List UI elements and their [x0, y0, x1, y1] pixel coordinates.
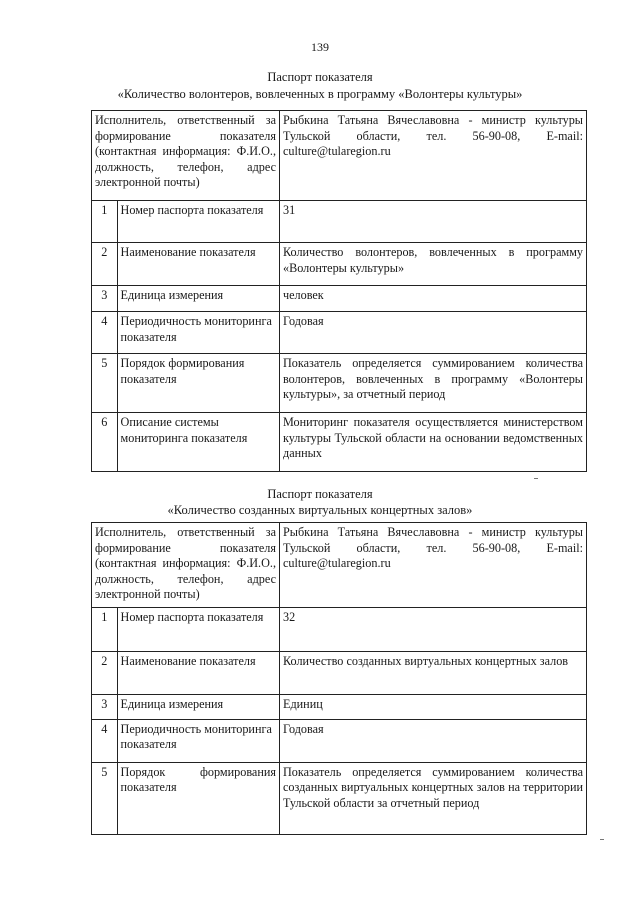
row-number: 6	[92, 413, 118, 472]
performer-value: Рыбкина Татьяна Вячеславовна - министр культуры Тульской области, тел. 56-90-08, E-mail: culture@tularegion.ru	[280, 111, 587, 201]
row-value: человек	[280, 286, 587, 312]
row-value: Показатель определяется суммированием количества созданных виртуальных концертных залов на территории Тульской области за отчетный период	[280, 762, 587, 834]
row-label: Номер паспорта показателя	[117, 201, 279, 243]
row-label: Наименование показателя	[117, 651, 279, 694]
scan-mark	[534, 478, 538, 479]
row-label: Наименование показателя	[117, 243, 279, 286]
passport-2-title: Паспорт показателя	[267, 487, 373, 501]
table-row	[92, 694, 587, 719]
row-label: Номер паспорта показателя	[117, 607, 279, 651]
table-row	[92, 762, 587, 834]
row-number: 5	[92, 354, 118, 413]
table-row	[92, 651, 587, 694]
row-value: Единиц	[280, 694, 587, 719]
row-label: Периодичность мониторинга показателя	[117, 719, 279, 762]
table-row	[92, 286, 587, 312]
passport-2-table	[91, 522, 587, 835]
row-label: Периодичность мониторинга показателя	[117, 312, 279, 354]
performer-label: Исполнитель, ответственный за формирование показателя (контактная информация: Ф.И.О., должность, телефон, адрес электронной почты)	[92, 523, 280, 608]
passport-2-subtitle: «Количество созданных виртуальных концертных залов»	[167, 503, 473, 517]
performer-row	[92, 111, 587, 201]
row-value: Показатель определяется суммированием количества волонтеров, вовлеченных в программу «Волонтеры культуры», за отчетный период	[280, 354, 587, 413]
row-number: 3	[92, 286, 118, 312]
table-row	[92, 243, 587, 286]
row-number: 2	[92, 243, 118, 286]
row-value: 31	[280, 201, 587, 243]
passport-1-title: Паспорт показателя	[267, 70, 373, 84]
table-row	[92, 312, 587, 354]
table-row	[92, 354, 587, 413]
passport-1-subtitle: «Количество волонтеров, вовлеченных в программу «Волонтеры культуры»	[117, 87, 523, 101]
row-number: 2	[92, 651, 118, 694]
table-row	[92, 607, 587, 651]
row-number: 4	[92, 719, 118, 762]
page-number: 139	[311, 40, 329, 54]
row-label: Порядок формирования показателя	[117, 354, 279, 413]
row-label: Описание системы мониторинга показателя	[117, 413, 279, 472]
scan-mark	[600, 839, 604, 840]
row-value: Количество волонтеров, вовлеченных в программу «Волонтеры культуры»	[280, 243, 587, 286]
row-label: Единица измерения	[117, 694, 279, 719]
table-row	[92, 413, 587, 472]
row-number: 4	[92, 312, 118, 354]
row-number: 1	[92, 607, 118, 651]
row-value: Количество созданных виртуальных концертных залов	[280, 651, 587, 694]
performer-value: Рыбкина Татьяна Вячеславовна - министр культуры Тульской области, тел. 56-90-08, E-mail: culture@tularegion.ru	[280, 523, 587, 608]
passport-1-table	[91, 110, 587, 472]
performer-row	[92, 523, 587, 608]
table-row	[92, 719, 587, 762]
performer-label: Исполнитель, ответственный за формирование показателя (контактная информация: Ф.И.О., должность, телефон, адрес электронной почты)	[92, 111, 280, 201]
row-number: 3	[92, 694, 118, 719]
row-label: Единица измерения	[117, 286, 279, 312]
row-value: Годовая	[280, 312, 587, 354]
row-number: 1	[92, 201, 118, 243]
table-row	[92, 201, 587, 243]
row-value: Годовая	[280, 719, 587, 762]
row-value: 32	[280, 607, 587, 651]
row-label: Порядок формирования показателя	[117, 762, 279, 834]
row-number: 5	[92, 762, 118, 834]
row-value: Мониторинг показателя осуществляется министерством культуры Тульской области на основании ведомственных данных	[280, 413, 587, 472]
